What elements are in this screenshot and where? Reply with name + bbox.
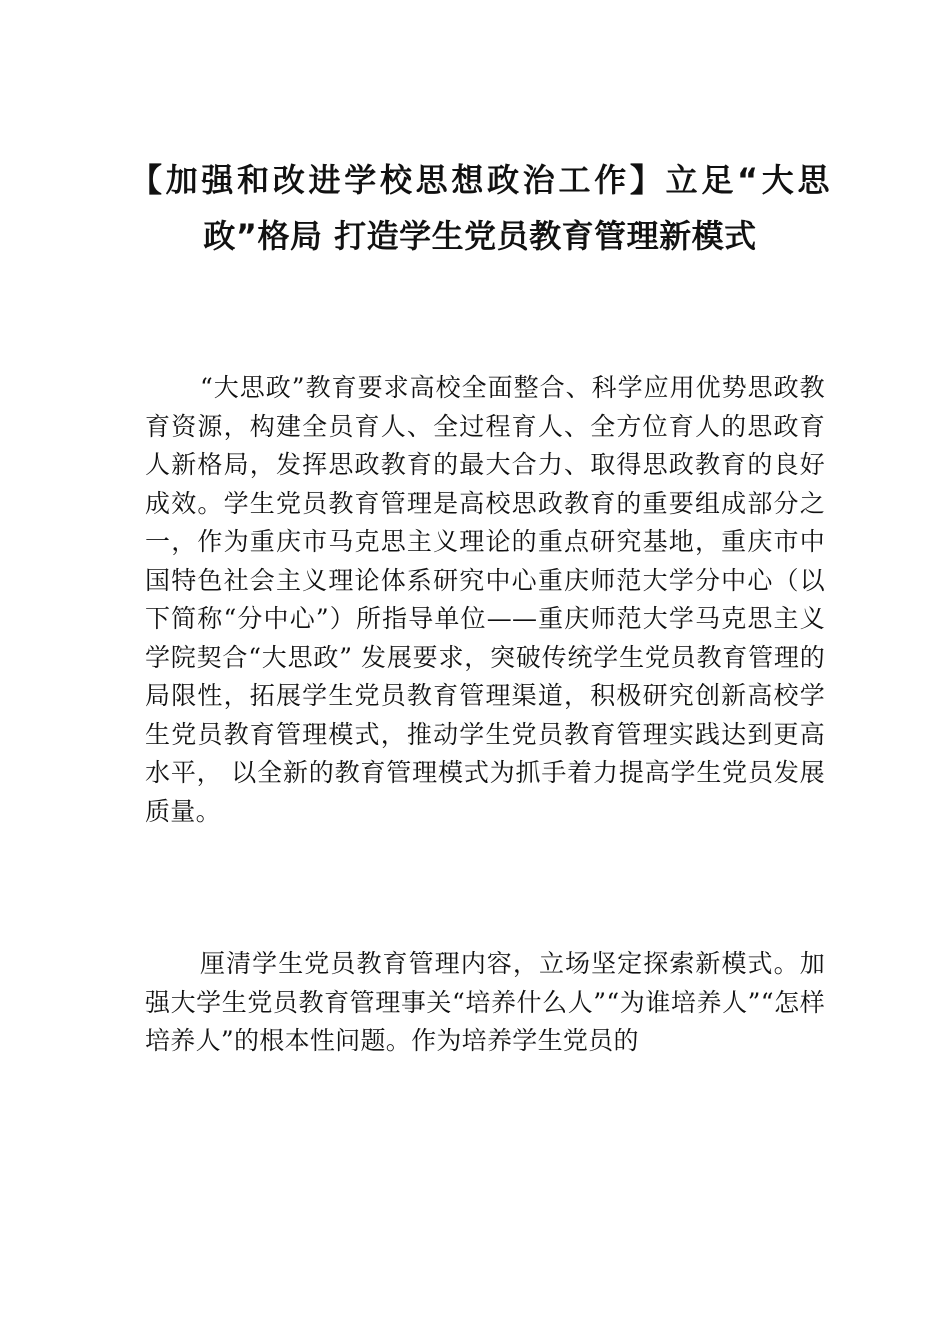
document-title: 【加强和改进学校思想政治工作】立足“大思政”格局 打造学生党员教育管理新模式 xyxy=(130,161,830,255)
paragraph-2: 厘清学生党员教育管理内容，立场坚定探索新模式。加强大学生党员教育管理事关“培养什么人”“为谁培养人”“怎样培养人”的根本性问题。作为培养学生党员的 xyxy=(145,949,825,1055)
paragraph-1: “大思政”教育要求高校全面整合、科学应用优势思政教育资源，构建全员育人、全过程育人、全方位育人的思政育人新格局，发挥思政教育的最大合力、取得思政教育的良好成效。学生党员教育管理是高校思政教育的重要组成部分之一，作为重庆市马克思主义理论的重点研究基地，重庆市中国特色社会主义理论体系研究中心重庆师范大学分中心（以下简称“分中心”）所指导单位——重庆师范大学马克思主义学院契合“大思政” 发展要求，突破传统学生党员教育管理的局限性，拓展学生党员教育管理渠道，积极研究创新高校学生党员教育管理模式，推动学生党员教育管理实践达到更高水平， 以全新的教育管理模式为抓手着力提高学生党员发展质量。 xyxy=(145,373,825,826)
